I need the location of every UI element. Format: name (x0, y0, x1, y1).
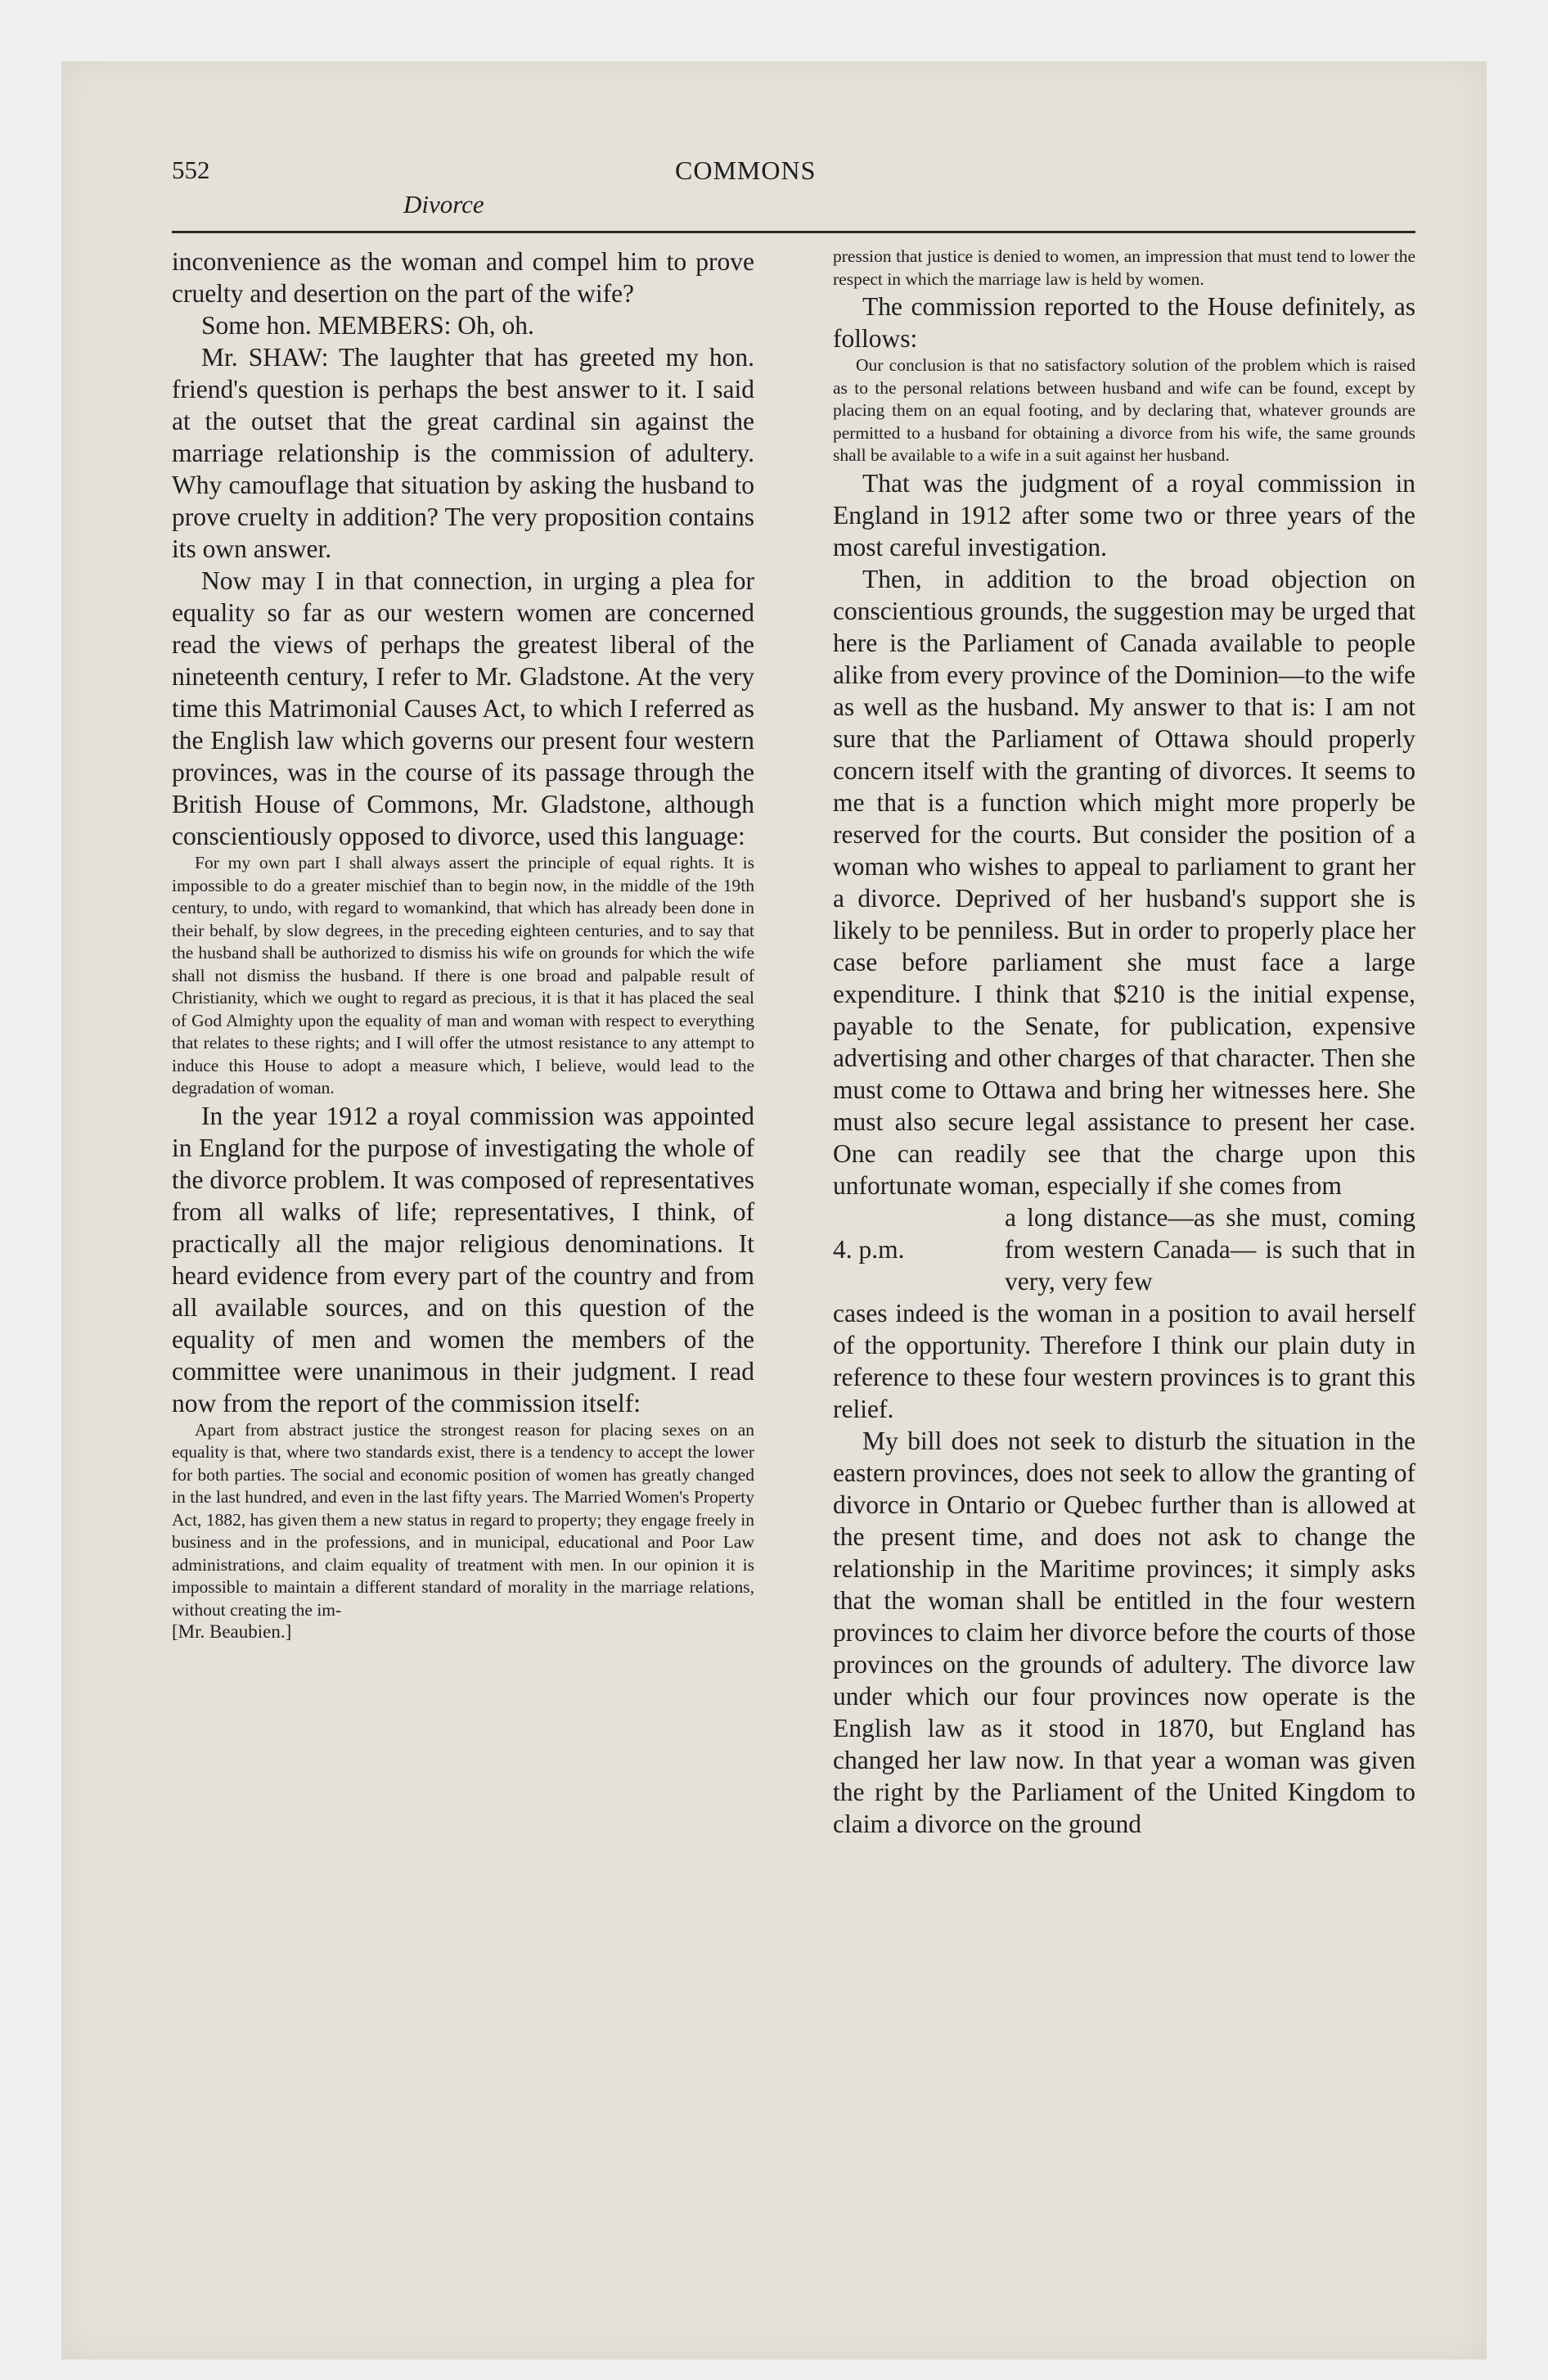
paragraph: Some hon. MEMBERS: Oh, oh. (201, 311, 534, 340)
paragraph: Now may I in that connection, in urging a plea for equality so far as our western women are concerned read the views of perhaps the greatest liberal of the nineteenth century, I refer to Mr. Gladstone. At the very time this Matrimonial Causes Act, to which I referred as the English law which governs our present four western provinces, was in the course of its passage through the British House of Commons, Mr. Gladstone, although conscientiously opposed to divorce, used this language: (172, 566, 754, 850)
speaker-attribution: [Mr. Beaubien.] (172, 1621, 292, 1642)
paragraph: Mr. SHAW: The laughter that has greeted my hon. friend's question is perhaps the best answer to it. I said at the outset that the great cardinal sin against the marriage relationship is the commission of adultery. Why camouflage that situation by asking the husband to prove cruelty in addition? The very proposition contains its own answer. (172, 343, 754, 563)
block-quote: Apart from abstract justice the strongest reason for placing sexes on an equality is that, where two standards exist, there is a tendency to accept the lower for both parties. The social and economic position of women has greatly changed in the last hundred, and even in the last fifty years. The Married Women's Property Act, 1882, has given them a new status in regard to property; they engage freely in business and in the professions, and in municipal, educational and Poor Law administrations, and claim equality of treatment with men. In our opinion it is impossible to maintain a different standard of morality in the marriage relations, without creating the im- (172, 1419, 754, 1620)
paragraph: inconvenience as the woman and compel him to prove cruelty and desertion on the part of the wife? (172, 247, 754, 308)
running-title: COMMONS (675, 156, 817, 185)
margin-time-note: 4. p.m. (833, 1234, 905, 1264)
paragraph: That was the judgment of a royal commission in England in 1912 after some two or three years of the most careful investigation. (833, 468, 1415, 561)
block-quote: Our conclusion is that no satisfactory solution of the problem which is raised as to the personal relations between husband and wife can be found, except by placing them on an equal footing, and by declaring that, whatever grounds are permitted to a husband for obtaining a divorce from his wife, the same grounds shall be available to a wife in a suit against her husband. (833, 355, 1415, 465)
paragraph: cases indeed is the woman in a position to avail herself of the opportunity. Therefore I think our plain duty in reference to these four western provinces is to grant this relief. (833, 1298, 1415, 1423)
margin-note-block (833, 1201, 1415, 1297)
block-quote: For my own part I shall always assert the principle of equal rights. It is impossible to do a greater mischief than to begin now, in the middle of the 19th century, to undo, with regard to womankind, that which has already been done in their behalf, by slow degrees, in the preceding eighteen centuries, and to say that the husband shall be authorized to dismiss his wife on grounds for which the wife shall not dismiss the husband. If there is one broad and palpable result of Christianity, which we ought to regard as precious, it is that it has placed the seal of God Almighty upon the equality of man and woman with respect to everything that relates to these rights; and I will offer the utmost resistance to any attempt to induce this House to adopt a measure which, I believe, would lead to the degradation of woman. (172, 853, 754, 1098)
right-column (833, 246, 1415, 1840)
page-number: 552 (172, 156, 210, 184)
indented-lines: a long distance—as she must, coming from western Canada— is such that in very, very few (1005, 1202, 1415, 1296)
subject-heading: Divorce (403, 190, 484, 219)
paragraph: My bill does not seek to disturb the situation in the eastern provinces, does not seek to allow the granting of divorce in Ontario or Quebec further than is allowed at the present time, and does not ask to change the relationship in the Maritime provinces; it simply asks that the woman shall be entitled in the four western provinces to claim her divorce before the courts of those provinces on the grounds of adultery. The divorce law under which our four provinces now operate is the English law as it stood in 1870, but England has changed her law now. In that year a woman was given the right by the Parliament of the United Kingdom to claim a divorce on the ground (833, 1426, 1415, 1838)
block-quote: pression that justice is denied to women, an impression that must tend to lower the respect in which the marriage law is held by women. (833, 246, 1415, 289)
header-rule (172, 231, 1415, 233)
paragraph: Then, in addition to the broad objection on conscientious grounds, the suggestion may be urged that here is the Parliament of Canada available to people alike from every province of the Dominion—to the wife as well as the husband. My answer to that is: I am not sure that the Parliament of Ottawa should properly concern itself with the granting of divorces. It seems to me that is a function which might more properly be reserved for the courts. But consider the position of a woman who wishes to appeal to parliament to grant her a divorce. Deprived of her husband's support she is likely to be penniless. But in order to properly place her case before parliament she must face a large expenditure. I think that $210 is the initial expense, payable to the Senate, for publication, expensive advertising and other charges of that character. Then she must come to Ottawa and bring her witnesses here. She must also secure legal assistance to present her case. One can readily see that the charge upon this unfortunate woman, especially if she comes from (833, 564, 1415, 1200)
paragraph: The commission reported to the House definitely, as follows: (833, 292, 1415, 353)
paragraph: In the year 1912 a royal commission was appointed in England for the purpose of investigating the whole of the divorce problem. It was composed of representatives from all walks of life; representatives, I think, of practically all the major religious denominations. It heard evidence from every part of the country and from all available sources, and on this question of the equality of men and women the members of the committee were unanimous in their judgment. I read now from the report of the commission itself: (172, 1101, 755, 1418)
page-header (172, 147, 1415, 237)
left-column (172, 246, 754, 1643)
